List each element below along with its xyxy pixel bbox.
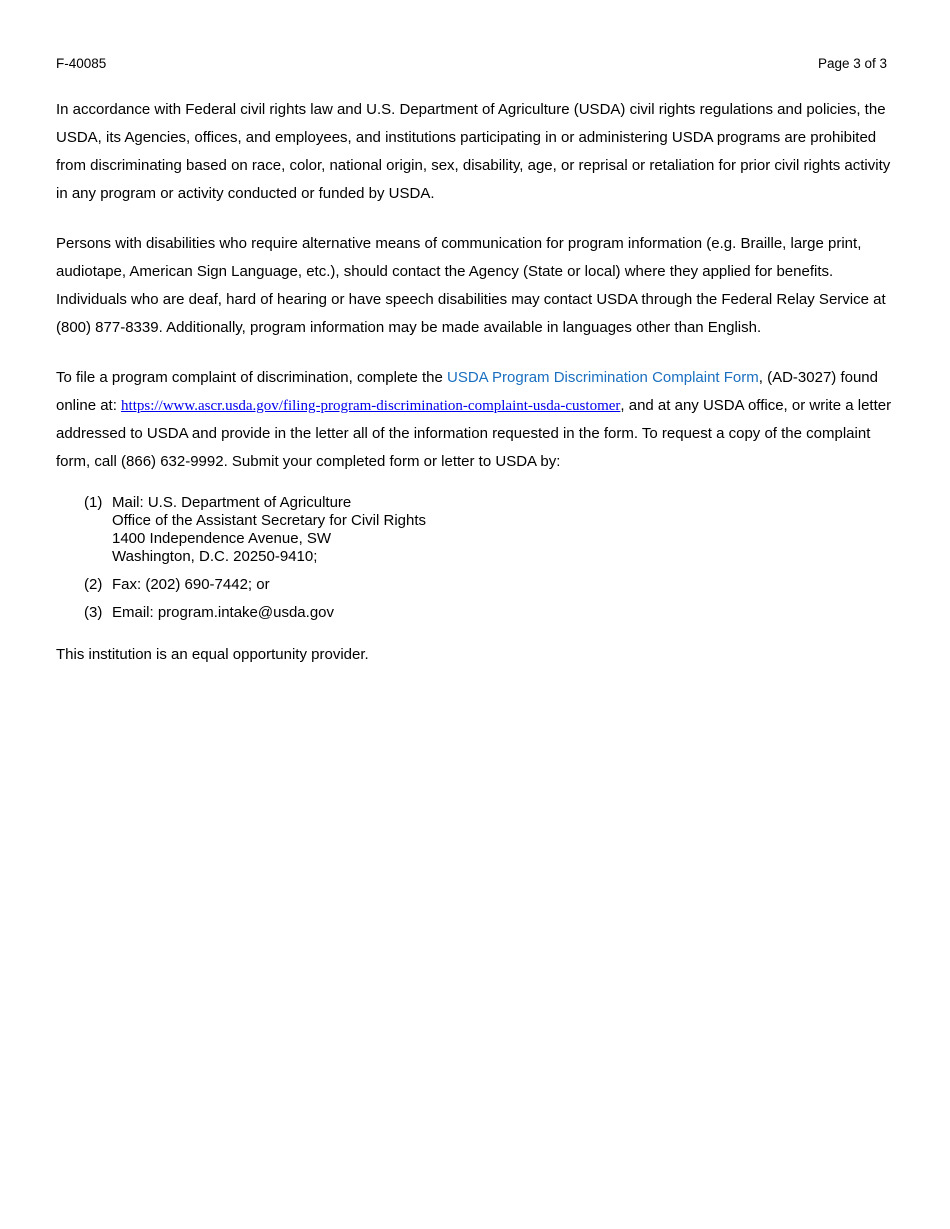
list-number: (3) (84, 604, 103, 621)
list-item-email (84, 604, 892, 622)
list-item-mail (84, 494, 892, 566)
document-body (56, 96, 892, 664)
list-number: (2) (84, 576, 103, 593)
list-item-fax (84, 576, 892, 594)
mail-line-1: Mail: U.S. Department of Agriculture (112, 494, 352, 511)
disabilities-paragraph: Persons with disabilities who require alternative means of communication for program information (e.g. Braille, large print, audiotape, American Sign Language, etc.), should contact the Agency (State or local) where they applied for benefits. Individuals who are deaf, hard of hearing or have speech disabilities may contact USDA through the Federal Relay Service at (800) 877-8339. Additionally, program information may be made available in languages other than English. (56, 235, 886, 336)
mail-line-3: 1400 Independence Avenue, SW (112, 530, 332, 547)
complaint-text-end: , and at any USDA office, or write a letter addressed to USDA and provide in the letter all of the information requested in the form. To request a copy of the complaint form, call (866) 632-9992. Submit your completed form or letter to USDA by: (56, 397, 892, 470)
fax-text: Fax: (202) 690-7442; or (112, 576, 270, 593)
list-number: (1) (84, 494, 103, 511)
mail-line-4: Washington, D.C. 20250-9410; (112, 548, 318, 565)
complaint-text-start: To file a program complaint of discrimination, complete the (56, 369, 448, 386)
form-id: F-40085 (56, 56, 107, 71)
complaint-url-link[interactable]: https://www.ascr.usda.gov/filing-program-discrimination-complaint-usda-customer (121, 398, 621, 414)
equal-opportunity-statement: This institution is an equal opportunity provider. (56, 646, 369, 663)
page-header (56, 56, 887, 74)
page-number: Page 3 of 3 (817, 56, 887, 71)
complaint-form-link[interactable]: USDA Program Discrimination Complaint Form (447, 369, 759, 386)
mail-line-2: Office of the Assistant Secretary for Civil Rights (112, 512, 427, 529)
civil-rights-paragraph: In accordance with Federal civil rights law and U.S. Department of Agriculture (USDA) civil rights regulations and policies, the USDA, its Agencies, offices, and employees, and institutions participating in or administering USDA programs are prohibited from discriminating based on race, color, national origin, sex, disability, age, or reprisal or retaliation for prior civil rights activity in any program or activity conducted or funded by USDA. (56, 101, 891, 202)
mail-address (112, 494, 892, 566)
submission-methods-list (84, 494, 892, 622)
complaint-paragraph (56, 364, 892, 476)
email-text: Email: program.intake@usda.gov (112, 604, 334, 621)
complaint-text-mid: , (AD-3027) found online at: (56, 369, 878, 414)
